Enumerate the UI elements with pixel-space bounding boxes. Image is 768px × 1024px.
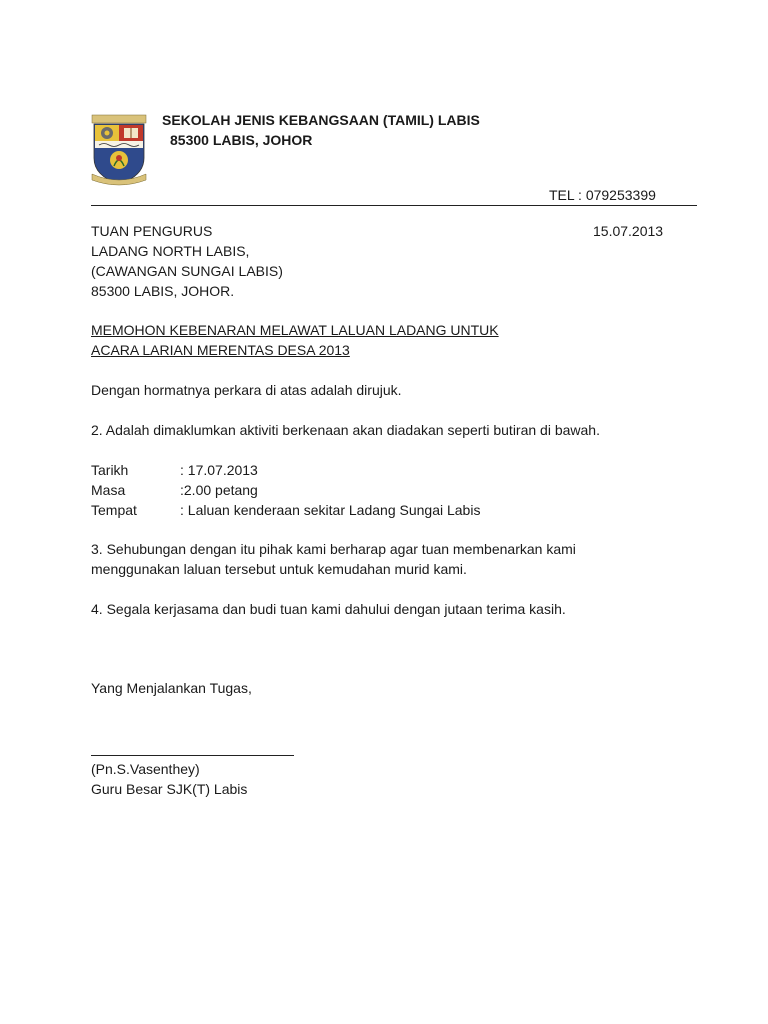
paragraph-2: 2. Adalah dimaklumkan aktiviti berkenaan akan diadakan seperti butiran di bawah. <box>91 422 600 438</box>
detail-label-time: Masa <box>91 482 126 498</box>
signatory-name: (Pn.S.Vasenthey) <box>91 761 200 777</box>
opening-paragraph: Dengan hormatnya perkara di atas adalah dirujuk. <box>91 382 402 398</box>
subject-line-1: MEMOHON KEBENARAN MELAWAT LALUAN LADANG UNTUK <box>91 322 499 338</box>
detail-value-time: :2.00 petang <box>180 482 258 498</box>
detail-label-date: Tarikh <box>91 462 129 478</box>
closing-salutation: Yang Menjalankan Tugas, <box>91 680 252 696</box>
paragraph-3-line-1: 3. Sehubungan dengan itu pihak kami berharap agar tuan membenarkan kami <box>91 541 576 557</box>
school-name: SEKOLAH JENIS KEBANGSAAN (TAMIL) LABIS <box>162 112 480 128</box>
recipient-line-4: 85300 LABIS, JOHOR. <box>91 283 235 299</box>
school-telephone: TEL : 079253399 <box>549 187 656 203</box>
paragraph-4: 4. Segala kerjasama dan budi tuan kami dahului dengan jutaan terima kasih. <box>91 601 566 617</box>
detail-value-date: : 17.07.2013 <box>180 462 258 478</box>
detail-value-place: : Laluan kenderaan sekitar Ladang Sungai Labis <box>180 502 481 518</box>
signatory-title: Guru Besar SJK(T) Labis <box>91 781 248 797</box>
paragraph-3-line-2: menggunakan laluan tersebut untuk kemudahan murid kami. <box>91 561 467 577</box>
recipient-line-3: (CAWANGAN SUNGAI LABIS) <box>91 263 283 279</box>
school-crest-logo <box>90 114 148 186</box>
recipient-line-2: LADANG NORTH LABIS, <box>91 243 250 259</box>
letterhead-divider <box>91 205 697 206</box>
subject-line-2: ACARA LARIAN MERENTAS DESA 2013 <box>91 342 350 358</box>
school-address: 85300 LABIS, JOHOR <box>170 132 313 148</box>
letter-date: 15.07.2013 <box>593 223 664 239</box>
recipient-line-1: TUAN PENGURUS <box>91 223 213 239</box>
detail-label-place: Tempat <box>91 502 137 518</box>
signature-line <box>91 755 294 756</box>
